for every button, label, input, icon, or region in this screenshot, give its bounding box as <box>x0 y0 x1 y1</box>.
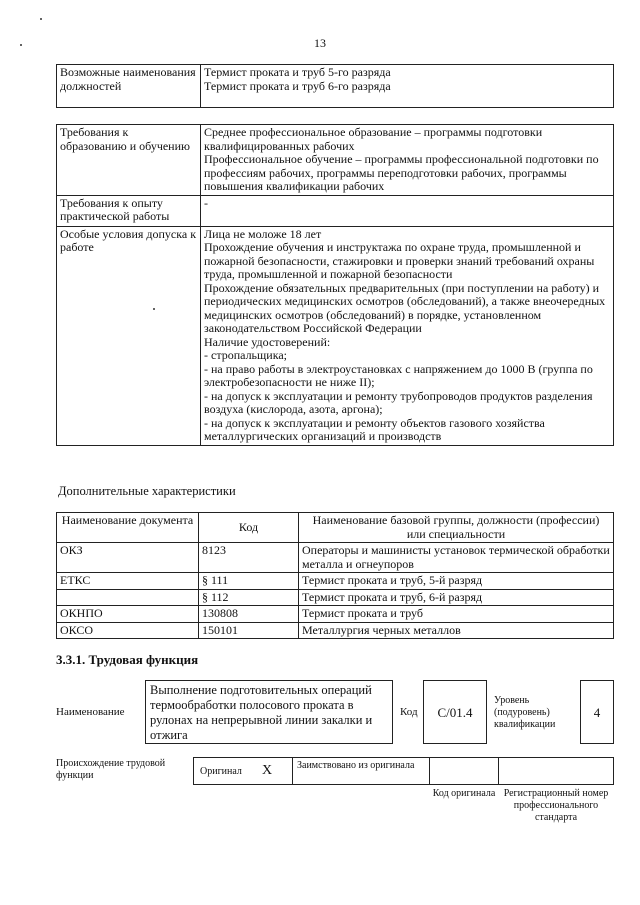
function-heading: 3.3.1. Трудовая функция <box>56 652 199 667</box>
row-name: Металлургия черных металлов <box>299 622 614 639</box>
row-doc: ОКСО <box>57 622 199 639</box>
table-row <box>57 65 614 108</box>
requirement-line: - на допуск к эксплуатации и ремонту объектов газового хозяйства металлургических организаций и производств <box>204 415 545 443</box>
row-code: § 111 <box>199 573 299 590</box>
requirements-table <box>56 124 614 446</box>
requirement-line: - <box>204 195 208 210</box>
level-value: 4 <box>593 705 601 720</box>
requirement-line: Прохождение обязательных предварительных (при поступлении на работу) и периодических медицинских осмотров (обследований), а также внеочередных медицинских осмотров (обследований) в порядке, установленном законодательством Российской Федерации <box>204 280 606 335</box>
level-label: Уровень (подуровень) квалификации <box>494 695 556 730</box>
table-row <box>57 125 614 196</box>
original-mark: X <box>262 763 273 778</box>
header-code: Код <box>199 513 299 543</box>
experience-label: Требования к опыту практической работы <box>57 195 201 226</box>
education-label: Требования к образованию и обучению <box>57 125 201 196</box>
requirement-line: Лица не моложе 18 лет <box>204 226 322 241</box>
code-original-box <box>429 757 499 785</box>
special-conditions-values <box>201 226 614 445</box>
table-row <box>57 543 614 573</box>
reg-number-label: Регистрационный номер профессионального стандарта <box>503 788 609 823</box>
original-label: Оригинал <box>200 766 242 777</box>
row-code: 8123 <box>199 543 299 573</box>
row-doc: ОКЗ <box>57 543 199 573</box>
function-code: C/01.4 <box>437 705 473 720</box>
code-label: Код <box>400 706 418 718</box>
row-doc <box>57 589 199 606</box>
requirement-line: Прохождение обучения и инструктажа по охране труда, промышленной и пожарной безопасности, стажировки и проверки знаний требований охраны труда, промышленной и пожарной безопасности <box>204 240 595 281</box>
table-row <box>57 622 614 639</box>
table-row <box>57 195 614 226</box>
borrowed-label: Заимствовано из оригинала <box>297 760 415 771</box>
row-name: Термист проката и труб <box>299 606 614 623</box>
additional-table <box>56 512 614 639</box>
table-row <box>57 606 614 623</box>
row-name: Термист проката и труб, 5-й разряд <box>299 573 614 590</box>
page-number: 13 <box>314 36 326 50</box>
additional-caption: Дополнительные характеристики <box>58 484 236 498</box>
function-name-box <box>145 680 393 744</box>
requirement-line: - стропальщика; <box>204 348 287 362</box>
function-name: Выполнение подготовительных операций термообработки полосового проката в рулонах на непрерывной линии закалки и отжига <box>150 683 373 742</box>
scan-speck <box>40 18 42 20</box>
origin-label: Происхождение трудовой функции <box>56 758 166 781</box>
reg-number-box <box>498 757 614 785</box>
row-name: Операторы и машинисты установок термической обработки металла и огнеупоров <box>299 543 614 573</box>
positions-values <box>201 65 614 108</box>
special-conditions-label: Особые условия допуска к работе <box>57 226 201 445</box>
header-document: Наименование документа <box>57 513 199 543</box>
table-row <box>57 573 614 590</box>
position-item: Термист проката и труб 6-го разряда <box>204 78 391 93</box>
original-box <box>193 757 293 785</box>
level-box <box>580 680 614 744</box>
row-code: 150101 <box>199 622 299 639</box>
requirement-line: Среднее профессиональное образование – программы подготовки квалифицированных рабочих <box>204 125 543 153</box>
position-item: Термист проката и труб 5-го разряда <box>204 65 391 79</box>
education-values <box>201 125 614 196</box>
name-label: Наименование <box>56 706 125 718</box>
requirement-line: - на право работы в электроустановках с напряжением до 1000 В (группа по электробезопасности не ниже II); <box>204 361 593 389</box>
table-row <box>57 226 614 445</box>
row-doc: ЕТКС <box>57 573 199 590</box>
table-row <box>57 513 614 543</box>
requirement-line: - на допуск к эксплуатации и ремонту трубопроводов продуктов разделения воздуха (кислорода, азота, аргона); <box>204 388 593 416</box>
code-original-label: Код оригинала <box>432 788 496 799</box>
experience-values <box>201 195 614 226</box>
borrowed-box <box>292 757 430 785</box>
positions-table <box>56 64 614 108</box>
function-code-box <box>423 680 487 744</box>
positions-label: Возможные наименования должностей <box>57 65 201 108</box>
row-code: 130808 <box>199 606 299 623</box>
row-code: § 112 <box>199 589 299 606</box>
requirement-line: Наличие удостоверений: <box>204 334 331 349</box>
requirement-line: Профессиональное обучение – программы профессиональной подготовки по профессиям рабочих, программы переподготовки рабочих, программы повышения квалификации рабочих <box>204 152 599 193</box>
row-doc: ОКНПО <box>57 606 199 623</box>
header-name: Наименование базовой группы, должности (профессии) или специальности <box>299 513 614 543</box>
row-name: Термист проката и труб, 6-й разряд <box>299 589 614 606</box>
table-row <box>57 589 614 606</box>
